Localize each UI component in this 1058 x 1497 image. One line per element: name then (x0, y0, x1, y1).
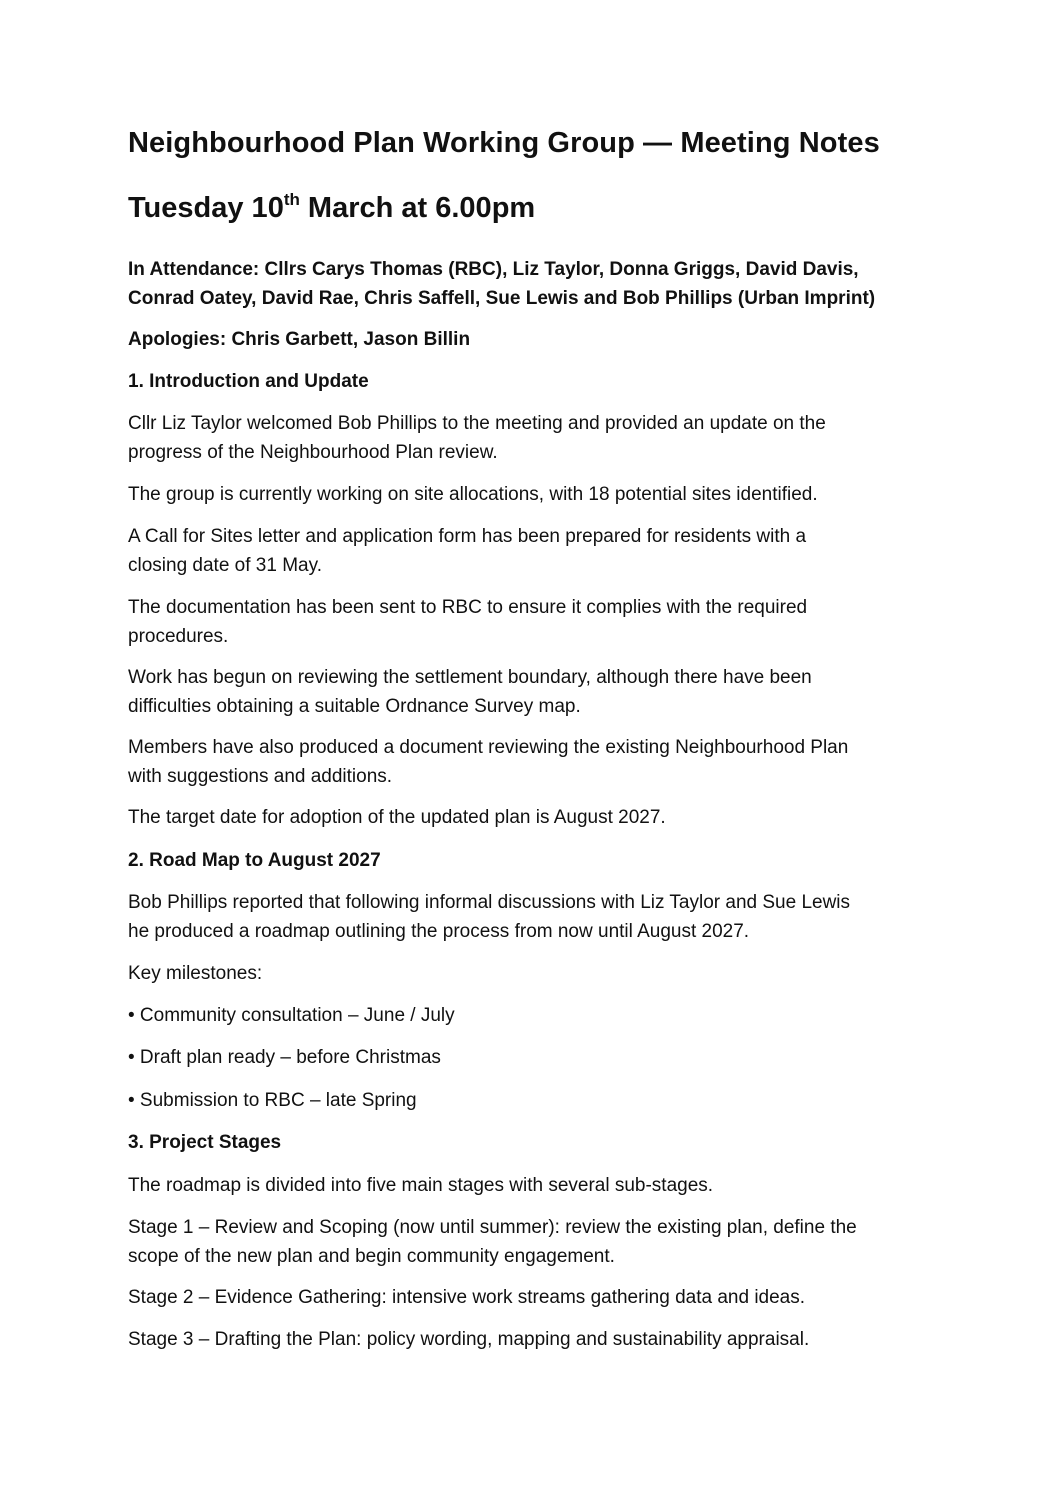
text-line: Bob Phillips reported that following informal discussions with Liz Taylor and Sue Lewis (128, 892, 851, 913)
text-line: The roadmap is divided into five main stages with several sub-stages. (128, 1175, 714, 1196)
meeting-date-prefix: Tuesday 10 (128, 192, 284, 224)
text-line: Key milestones: (128, 963, 263, 984)
body-paragraph (128, 804, 928, 833)
text-line: A Call for Sites letter and application form has been prepared for residents with a (128, 526, 807, 547)
attendance-paragraph (128, 256, 928, 313)
attendance-line: Conrad Oatey, David Rae, Chris Saffell, Sue Lewis and Bob Phillips (Urban Imprint) (128, 287, 876, 309)
text-line: he produced a roadmap outlining the process from now until August 2027. (128, 920, 750, 942)
section-heading: 2. Road Map to August 2027 (128, 850, 381, 871)
text-line: procedures. (128, 625, 229, 647)
text-line: • Submission to RBC – late Spring (128, 1090, 417, 1111)
body-paragraph (128, 410, 928, 467)
body-paragraph (128, 664, 928, 721)
text-line: • Draft plan ready – before Christmas (128, 1047, 441, 1068)
section-heading: 1. Introduction and Update (128, 371, 369, 392)
text-line: progress of the Neighbourhood Plan review. (128, 441, 498, 463)
milestone-item (128, 1002, 928, 1031)
meeting-date-ordinal: th (283, 190, 300, 209)
text-line: Cllr Liz Taylor welcomed Bob Phillips to the meeting and provided an update on the (128, 413, 826, 434)
text-line: scope of the new plan and begin community engagement. (128, 1245, 615, 1267)
text-line: The group is currently working on site allocations, with 18 potential sites identified. (128, 484, 818, 505)
document-title: Neighbourhood Plan Working Group — Meeting Notes (128, 127, 880, 159)
meeting-date (128, 192, 535, 225)
text-line: The target date for adoption of the updated plan is August 2027. (128, 807, 666, 828)
text-line: with suggestions and additions. (128, 765, 393, 787)
text-line: Stage 3 – Drafting the Plan: policy wording, mapping and sustainability appraisal. (128, 1329, 810, 1350)
body-paragraph (128, 734, 928, 791)
body-paragraph (128, 1326, 928, 1355)
text-line: The documentation has been sent to RBC to ensure it complies with the required (128, 597, 808, 618)
text-line: Stage 1 – Review and Scoping (now until summer): review the existing plan, define the (128, 1217, 857, 1238)
meeting-date-suffix: March at 6.00pm (299, 192, 536, 224)
text-line: difficulties obtaining a suitable Ordnance Survey map. (128, 695, 581, 717)
body-paragraph (128, 1214, 928, 1271)
body-paragraph (128, 889, 928, 946)
body-paragraph (128, 523, 928, 580)
attendance-line: In Attendance: Cllrs Carys Thomas (RBC), Liz Taylor, Donna Griggs, David Davis, (128, 259, 859, 280)
body-paragraph (128, 960, 928, 989)
text-line: Work has begun on reviewing the settlement boundary, although there have been (128, 667, 812, 688)
text-line: Members have also produced a document reviewing the existing Neighbourhood Plan (128, 737, 849, 758)
body-paragraph (128, 1172, 928, 1201)
body-paragraph (128, 1284, 928, 1313)
section-heading: 3. Project Stages (128, 1132, 282, 1153)
milestone-item (128, 1087, 928, 1116)
text-line: closing date of 31 May. (128, 554, 322, 576)
text-line: Stage 2 – Evidence Gathering: intensive work streams gathering data and ideas. (128, 1287, 806, 1308)
text-line: • Community consultation – June / July (128, 1005, 455, 1026)
body-paragraph (128, 594, 928, 651)
apologies-paragraph: Apologies: Chris Garbett, Jason Billin (128, 329, 471, 350)
body-paragraph (128, 481, 928, 510)
milestone-item (128, 1044, 928, 1073)
